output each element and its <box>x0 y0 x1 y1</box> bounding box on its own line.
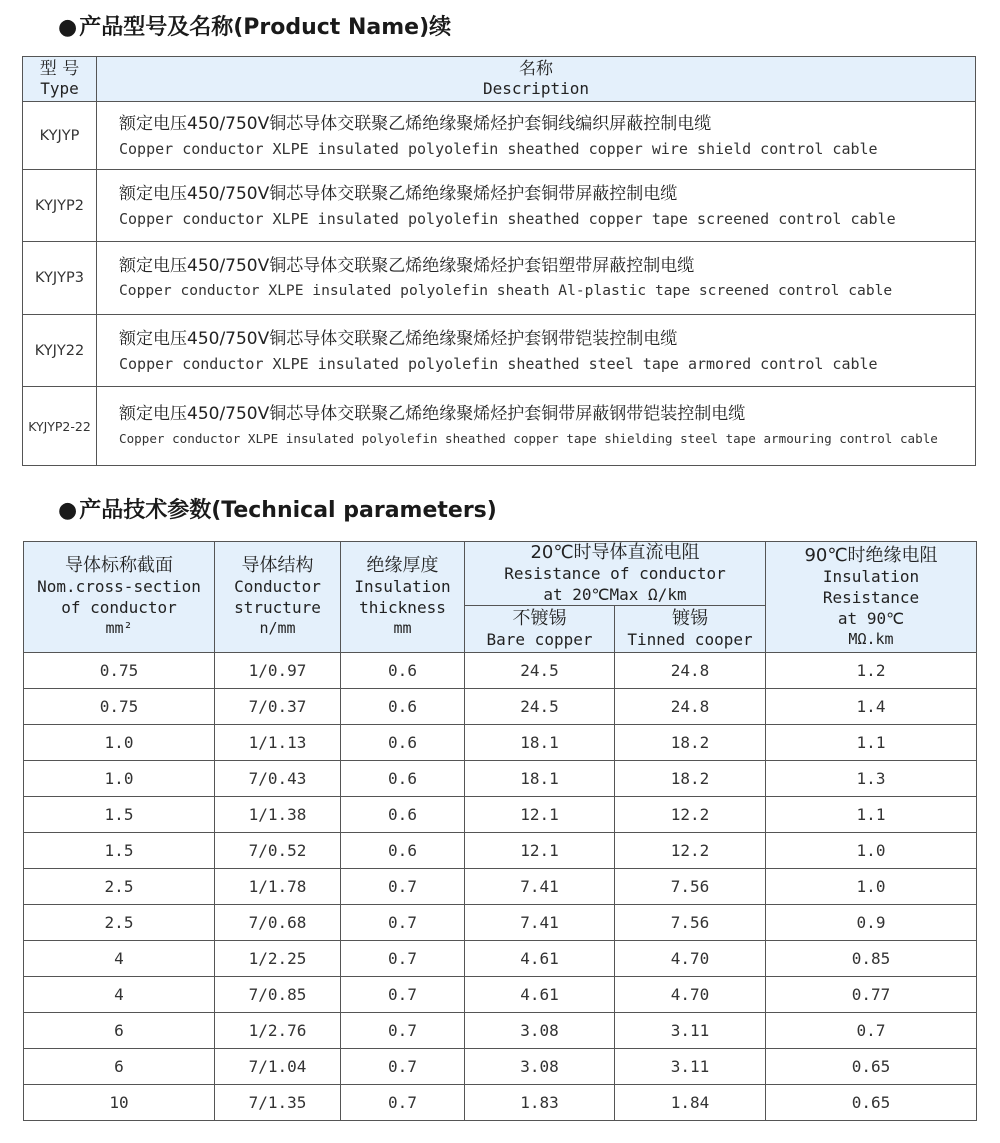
tinned-copper-cell: 7.56 <box>615 905 766 941</box>
description-en: Copper conductor XLPE insulated polyolefin sheathed copper tape shielding steel tape armouring control cable <box>119 431 938 446</box>
bare-copper-cell: 24.5 <box>465 689 615 725</box>
insulation-cell: 0.7 <box>341 1049 465 1085</box>
insulation-resistance-cell: 1.0 <box>766 833 977 869</box>
description-cell <box>97 170 976 242</box>
tinned-copper-cell: 3.11 <box>615 1049 766 1085</box>
bare-copper-cell: 1.83 <box>465 1085 615 1121</box>
structure-cell: 1/2.25 <box>215 941 341 977</box>
cross-section-cell: 2.5 <box>24 905 215 941</box>
description-cell <box>97 315 976 387</box>
insulation-cell: 0.6 <box>341 833 465 869</box>
table-row <box>24 905 977 941</box>
table-row <box>24 1049 977 1085</box>
table-row <box>24 977 977 1013</box>
description-en: Copper conductor XLPE insulated polyolefin sheathed copper tape screened control cable <box>119 209 896 228</box>
cross-section-cell: 0.75 <box>24 689 215 725</box>
description-cn: 额定电压450/750V铜芯导体交联聚乙烯绝缘聚烯烃护套铜线编织屏蔽控制电缆 <box>119 113 712 134</box>
name-table-header <box>23 57 976 102</box>
table-row <box>24 725 977 761</box>
insulation-cell: 0.6 <box>341 725 465 761</box>
cross-section-cell: 1.5 <box>24 797 215 833</box>
bare-copper-header: 不镀锡 Bare copper <box>465 606 615 653</box>
table-row <box>24 653 977 689</box>
technical-parameters-title <box>58 493 497 524</box>
table-row <box>24 797 977 833</box>
structure-cell: 1/1.38 <box>215 797 341 833</box>
insulation-cell: 0.6 <box>341 797 465 833</box>
table-row <box>24 869 977 905</box>
cross-section-cell: 4 <box>24 977 215 1013</box>
cross-section-cell: 4 <box>24 941 215 977</box>
bare-copper-cell: 3.08 <box>465 1049 615 1085</box>
tinned-copper-cell: 4.70 <box>615 941 766 977</box>
insulation-resistance-header: 90℃时绝缘电阻 Insulation Resistance at 90℃ MΩ.km <box>766 542 977 653</box>
structure-cell: 7/0.85 <box>215 977 341 1013</box>
cross-section-cell: 6 <box>24 1049 215 1085</box>
insulation-resistance-cell: 0.9 <box>766 905 977 941</box>
insulation-resistance-cell: 1.1 <box>766 725 977 761</box>
insulation-cell: 0.7 <box>341 1085 465 1121</box>
product-name-title-text: 产品型号及名称(Product Name)续 <box>79 15 452 40</box>
table-row <box>24 1013 977 1049</box>
tinned-copper-cell: 24.8 <box>615 689 766 725</box>
type-header-cn: 型 号 <box>39 59 80 79</box>
insulation-thickness-header: 绝缘厚度 Insulation thickness mm <box>341 542 465 653</box>
table-row <box>23 242 976 315</box>
structure-cell: 1/0.97 <box>215 653 341 689</box>
conductor-resistance-header: 20℃时导体直流电阻 Resistance of conductor at 20℃Max Ω/km <box>465 542 766 606</box>
bare-copper-cell: 12.1 <box>465 833 615 869</box>
insulation-cell: 0.7 <box>341 941 465 977</box>
tinned-copper-cell: 18.2 <box>615 725 766 761</box>
description-cn: 额定电压450/750V铜芯导体交联聚乙烯绝缘聚烯烃护套铜带屏蔽钢带铠装控制电缆 <box>119 404 746 424</box>
insulation-resistance-cell: 1.3 <box>766 761 977 797</box>
bare-copper-cell: 18.1 <box>465 725 615 761</box>
insulation-resistance-cell: 0.65 <box>766 1049 977 1085</box>
cross-section-header: 导体标称截面 Nom.cross-section of conductor mm² <box>24 542 215 653</box>
technical-parameters-table <box>23 541 977 1121</box>
bullet-icon: ● <box>58 15 78 40</box>
description-cell <box>97 387 976 466</box>
tinned-copper-cell: 3.11 <box>615 1013 766 1049</box>
structure-cell: 7/1.04 <box>215 1049 341 1085</box>
insulation-resistance-cell: 0.85 <box>766 941 977 977</box>
structure-cell: 1/1.78 <box>215 869 341 905</box>
insulation-cell: 0.7 <box>341 1013 465 1049</box>
description-header-en: Description <box>483 79 589 98</box>
description-cn: 额定电压450/750V铜芯导体交联聚乙烯绝缘聚烯烃护套铜带屏蔽控制电缆 <box>119 183 678 204</box>
bare-copper-cell: 7.41 <box>465 869 615 905</box>
structure-cell: 7/1.35 <box>215 1085 341 1121</box>
structure-cell: 7/0.52 <box>215 833 341 869</box>
table-row <box>24 833 977 869</box>
insulation-cell: 0.7 <box>341 869 465 905</box>
param-table-body <box>24 653 977 1121</box>
bare-copper-cell: 3.08 <box>465 1013 615 1049</box>
type-cell: KYJYP3 <box>23 242 97 315</box>
insulation-resistance-cell: 1.1 <box>766 797 977 833</box>
description-cn: 额定电压450/750V铜芯导体交联聚乙烯绝缘聚烯烃护套钢带铠装控制电缆 <box>119 328 678 349</box>
cross-section-cell: 2.5 <box>24 869 215 905</box>
description-header <box>97 57 976 102</box>
cross-section-cell: 0.75 <box>24 653 215 689</box>
insulation-cell: 0.6 <box>341 689 465 725</box>
product-name-table <box>22 56 976 466</box>
structure-cell: 1/2.76 <box>215 1013 341 1049</box>
insulation-resistance-cell: 0.7 <box>766 1013 977 1049</box>
table-row <box>24 761 977 797</box>
bare-copper-cell: 7.41 <box>465 905 615 941</box>
description-cell <box>97 242 976 315</box>
technical-parameters-title-text: 产品技术参数(Technical parameters) <box>79 498 497 523</box>
tinned-copper-cell: 1.84 <box>615 1085 766 1121</box>
insulation-resistance-cell: 0.77 <box>766 977 977 1013</box>
insulation-cell: 0.7 <box>341 977 465 1013</box>
cross-section-cell: 1.5 <box>24 833 215 869</box>
table-row <box>23 387 976 466</box>
structure-cell: 7/0.68 <box>215 905 341 941</box>
cross-section-cell: 1.0 <box>24 761 215 797</box>
structure-cell: 1/1.13 <box>215 725 341 761</box>
type-header-en: Type <box>40 79 79 98</box>
description-cell <box>97 102 976 170</box>
table-row <box>24 941 977 977</box>
insulation-resistance-cell: 1.2 <box>766 653 977 689</box>
insulation-resistance-cell: 1.0 <box>766 869 977 905</box>
bare-copper-cell: 24.5 <box>465 653 615 689</box>
table-row <box>24 1085 977 1121</box>
product-name-title <box>58 10 451 41</box>
cross-section-cell: 10 <box>24 1085 215 1121</box>
type-cell: KYJY22 <box>23 315 97 387</box>
tinned-copper-cell: 18.2 <box>615 761 766 797</box>
type-cell: KYJYP <box>23 102 97 170</box>
type-header <box>23 57 97 102</box>
tinned-copper-cell: 12.2 <box>615 833 766 869</box>
insulation-resistance-cell: 0.65 <box>766 1085 977 1121</box>
type-cell: KYJYP2 <box>23 170 97 242</box>
description-en: Copper conductor XLPE insulated polyolefin sheathed copper wire shield control cable <box>119 139 878 158</box>
bare-copper-cell: 4.61 <box>465 941 615 977</box>
param-header-row <box>24 542 977 606</box>
description-en: Copper conductor XLPE insulated polyolefin sheathed steel tape armored control cable <box>119 354 878 373</box>
table-row <box>23 315 976 387</box>
cross-section-cell: 6 <box>24 1013 215 1049</box>
insulation-cell: 0.7 <box>341 905 465 941</box>
insulation-resistance-cell: 1.4 <box>766 689 977 725</box>
tinned-copper-cell: 24.8 <box>615 653 766 689</box>
description-cn: 额定电压450/750V铜芯导体交联聚乙烯绝缘聚烯烃护套铝塑带屏蔽控制电缆 <box>119 256 695 276</box>
tinned-copper-header: 镀锡 Tinned cooper <box>615 606 766 653</box>
tinned-copper-cell: 7.56 <box>615 869 766 905</box>
description-header-cn: 名称 <box>519 59 553 79</box>
cross-section-cell: 1.0 <box>24 725 215 761</box>
tinned-copper-cell: 12.2 <box>615 797 766 833</box>
bullet-icon: ● <box>58 498 78 523</box>
table-row <box>24 689 977 725</box>
tinned-copper-cell: 4.70 <box>615 977 766 1013</box>
conductor-structure-header: 导体结构 Conductor structure n/mm <box>215 542 341 653</box>
bare-copper-cell: 18.1 <box>465 761 615 797</box>
bare-copper-cell: 12.1 <box>465 797 615 833</box>
description-en: Copper conductor XLPE insulated polyolefin sheath Al-plastic tape screened control cable <box>119 282 893 299</box>
structure-cell: 7/0.43 <box>215 761 341 797</box>
insulation-cell: 0.6 <box>341 761 465 797</box>
table-row <box>23 102 976 170</box>
insulation-cell: 0.6 <box>341 653 465 689</box>
bare-copper-cell: 4.61 <box>465 977 615 1013</box>
type-cell: KYJYP2-22 <box>23 387 97 466</box>
structure-cell: 7/0.37 <box>215 689 341 725</box>
table-row <box>23 170 976 242</box>
